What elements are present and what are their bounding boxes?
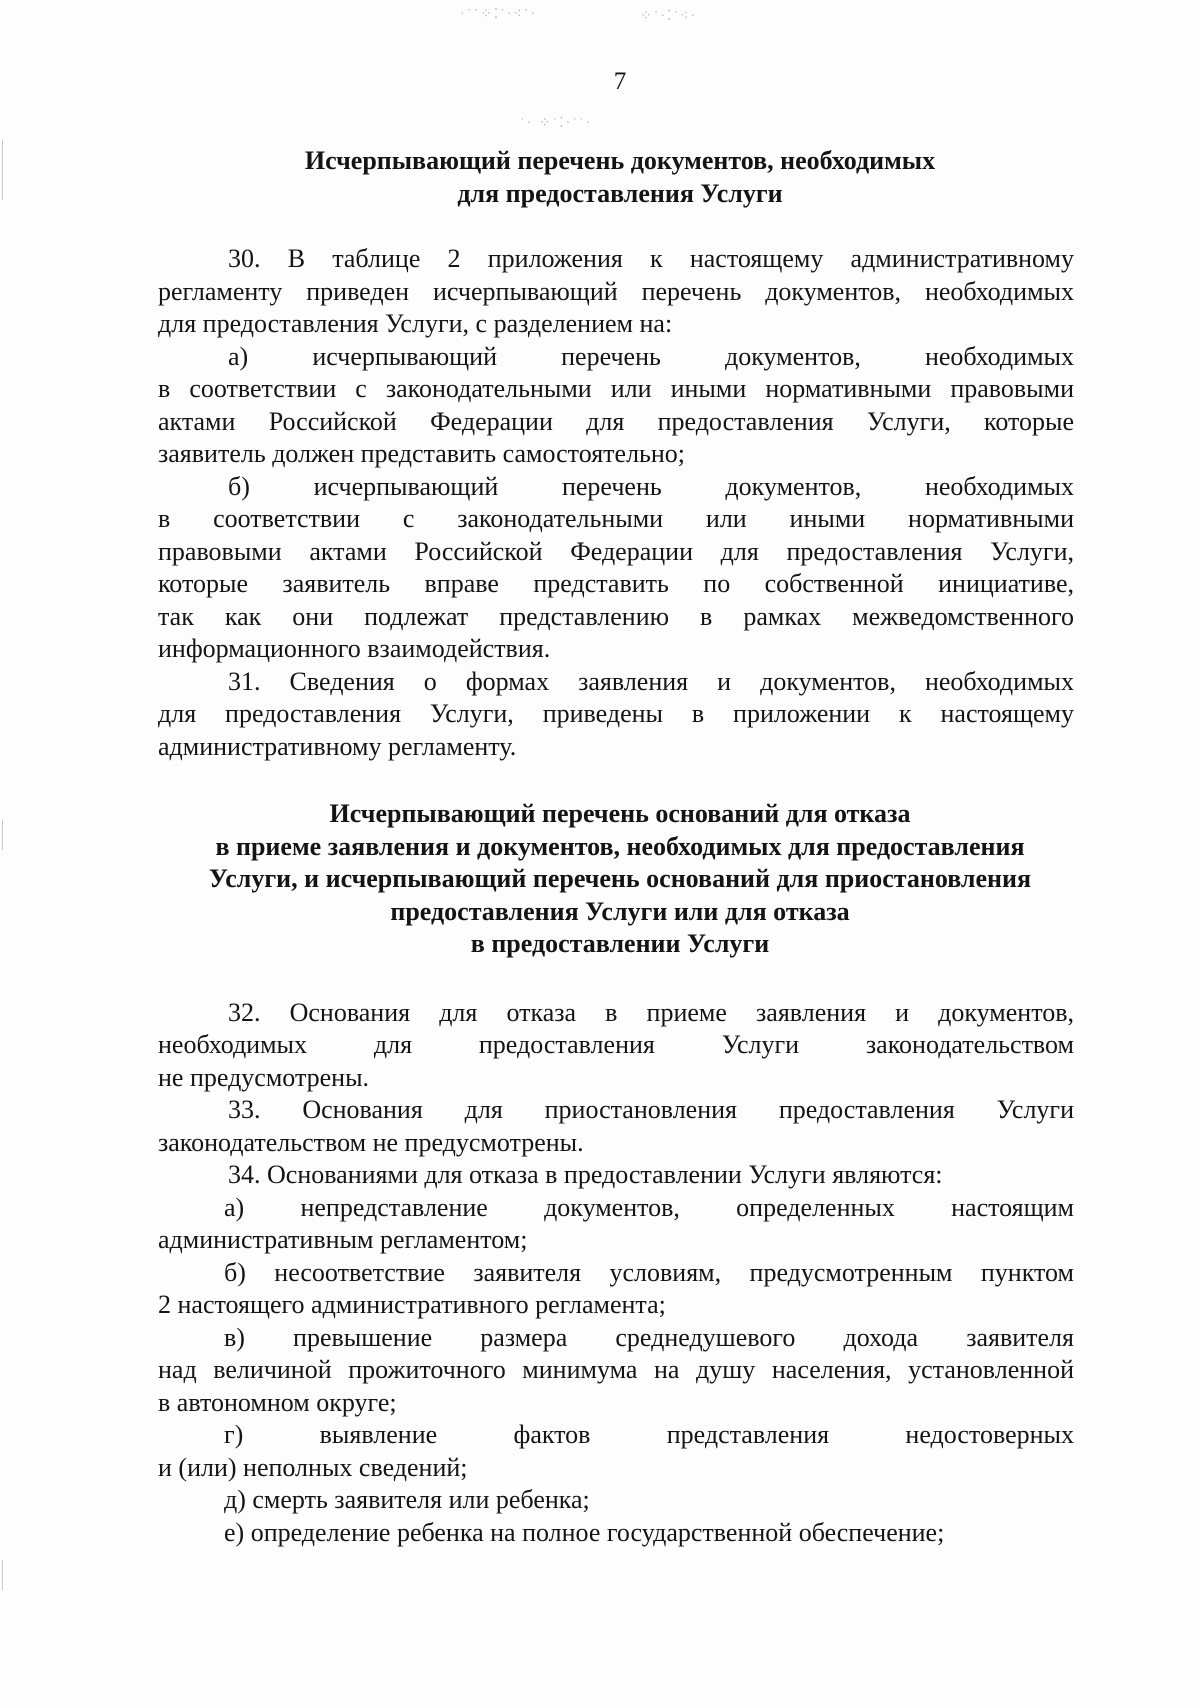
paragraph-line: для предоставления Услуги, приведены в приложении к настоящему — [158, 699, 1074, 728]
paragraph-line: и (или) неполных сведений; — [158, 1453, 468, 1482]
scan-artifact — [2, 140, 3, 200]
paragraph-line: 30. В таблице 2 приложения к настоящему административному — [228, 244, 1074, 273]
heading-line: Исчерпывающий перечень документов, необходимых — [304, 146, 936, 175]
paragraph-line: правовыми актами Российской Федерации для предоставления Услуги, — [158, 537, 1074, 566]
paragraph-line: регламенту приведен исчерпывающий перечень документов, необходимых — [158, 277, 1074, 306]
paragraph-line: е) определение ребенка на полное государственной обеспечение; — [224, 1518, 945, 1547]
paragraph-line: в) превышение размера среднедушевого дохода заявителя — [224, 1323, 1074, 1352]
paragraph-line: г) выявление фактов представления недостоверных — [224, 1420, 1074, 1449]
paragraph-line: б) несоответствие заявителя условиям, предусмотренным пунктом — [224, 1258, 1074, 1287]
scan-artifact: ⁘˙·⁚˙⁖· — [640, 9, 698, 24]
paragraph-line: в соответствии с законодательными или иными нормативными — [158, 504, 1074, 533]
paragraph-line: в автономном округе; — [158, 1388, 397, 1417]
paragraph-line: 31. Сведения о формах заявления и документов, необходимых — [228, 667, 1074, 696]
paragraph-line: для предоставления Услуги, с разделением на: — [158, 309, 673, 338]
paragraph-line: 33. Основания для приостановления предоставления Услуги — [228, 1095, 1074, 1124]
paragraph-line: законодательством не предусмотрены. — [158, 1128, 584, 1157]
paragraph-line: административным регламентом; — [158, 1225, 528, 1254]
paragraph-line: 34. Основаниями для отказа в предоставлении Услуги являются: — [228, 1160, 943, 1189]
paragraph-line: необходимых для предоставления Услуги законодательством — [158, 1030, 1074, 1059]
paragraph-line: которые заявитель вправе представить по собственной инициативе, — [158, 569, 1074, 598]
paragraph-line: 32. Основания для отказа в приеме заявления и документов, — [228, 998, 1074, 1027]
heading-line: в приеме заявления и документов, необходимых для предоставления — [215, 831, 1025, 861]
section-heading-documents — [150, 145, 1090, 210]
paragraph-line: д) смерть заявителя или ребенка; — [224, 1485, 590, 1514]
paragraph-line: административному регламенту. — [158, 732, 517, 761]
scan-artifact: ·˙˙⁘⁚˙·⁖˙· — [460, 7, 538, 22]
paragraph-line: а) исчерпывающий перечень документов, необходимых — [228, 342, 1074, 371]
paragraph-line: информационного взаимодействия. — [158, 634, 551, 663]
section-heading-refusal — [150, 798, 1090, 961]
page-number: 7 — [613, 68, 627, 95]
paragraph-line: актами Российской Федерации для предоставления Услуги, которые — [158, 407, 1074, 436]
heading-line: в предоставлении Услуги — [470, 929, 770, 958]
paragraph-line: 2 настоящего административного регламента; — [158, 1290, 666, 1319]
heading-line: для предоставления Услуги — [457, 178, 783, 208]
paragraph-line: б) исчерпывающий перечень документов, необходимых — [228, 472, 1074, 501]
heading-line: Услуги, и исчерпывающий перечень оснований для приостановления — [208, 864, 1032, 893]
paragraph-line: так как они подлежат представлению в рамках межведомственного — [158, 602, 1074, 631]
heading-line: предоставления Услуги или для отказа — [390, 896, 850, 926]
paragraph-line: а) непредставление документов, определенных настоящим — [224, 1193, 1074, 1222]
paragraph-line: заявитель должен представить самостоятельно; — [158, 439, 686, 468]
scan-artifact: ˙· ⁘˙⁚·˙˙· — [520, 116, 593, 131]
paragraph-line: не предусмотрены. — [158, 1063, 370, 1092]
scan-artifact — [2, 1560, 3, 1590]
paragraph-line: в соответствии с законодательными или иными нормативными правовыми — [158, 374, 1074, 403]
heading-line: Исчерпывающий перечень оснований для отказа — [329, 799, 911, 828]
paragraph-line: над величиной прожиточного минимума на душу населения, установленной — [158, 1355, 1074, 1384]
scan-artifact — [2, 820, 3, 850]
